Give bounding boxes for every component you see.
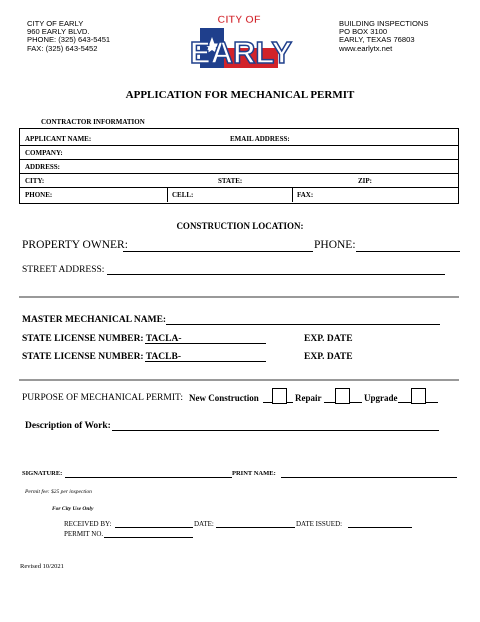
print-name-label: PRINT NAME: [232,470,276,477]
license-b-label: STATE LICENSE NUMBER: TACLB- [22,352,181,362]
exp-date-a-label: EXP. DATE [304,334,353,344]
city-fax: FAX: (325) 643-5452 [27,43,98,53]
permit-no-label: PERMIT NO. [64,530,104,538]
dept-website: www.earlytx.net [339,43,393,53]
phone-label: PHONE: [25,191,53,199]
date-label: DATE: [194,520,214,528]
city-address: 960 EARLY BLVD. [27,27,90,37]
signature-field[interactable] [65,477,232,478]
zip-label: ZIP: [358,177,372,185]
city-info [27,20,110,53]
owner-phone-field[interactable] [356,251,460,252]
description-label: Description of Work: [25,421,111,431]
received-by-field[interactable] [115,527,193,528]
section-divider [19,379,459,381]
license-b-field[interactable] [145,361,266,362]
logo-main-text: EARLY [189,35,293,70]
master-mechanical-label: MASTER MECHANICAL NAME: [22,315,167,325]
dept-name: BUILDING INSPECTIONS [339,19,429,28]
cell-label: CELL: [172,191,194,199]
state-label: STATE: [218,177,243,185]
property-owner-label: PROPERTY OWNER: [22,239,128,251]
city-logo [189,12,293,74]
master-mechanical-field[interactable] [166,324,440,325]
address-label: ADDRESS: [25,163,61,171]
logo-top-text: CITY OF [217,14,261,26]
street-address-label: STREET ADDRESS: [22,265,105,275]
exp-date-b-label: EXP. DATE [304,352,353,362]
new-construction-checkbox[interactable] [272,388,287,404]
option-repair-label: Repair [295,393,322,403]
dept-info [339,20,428,53]
revised-date: Revised 10/2021 [20,563,64,570]
city-use-heading: For City Use Only [52,506,94,512]
date-field[interactable] [216,527,295,528]
city-phone: PHONE: (325) 643-5451 [27,35,111,45]
repair-checkbox[interactable] [335,388,350,404]
signature-label: SIGNATURE: [22,470,63,477]
company-label: COMPANY: [25,149,63,157]
city-name: CITY OF EARLY [27,19,84,28]
dept-pobox: PO BOX 3100 [339,27,388,37]
print-name-field[interactable] [281,477,457,478]
dept-citystate: EARLY, TEXAS 76803 [339,35,415,45]
description-field[interactable] [112,430,439,431]
date-issued-label: DATE ISSUED: [296,520,343,528]
permit-no-field[interactable] [104,537,193,538]
option-upgrade-label: Upgrade [364,393,398,403]
permit-fee-note: Permit fee: $25 per inspection [25,489,92,495]
purpose-label: PURPOSE OF MECHANICAL PERMIT: [22,393,183,403]
email-address-label: EMAIL ADDRESS: [230,135,290,143]
applicant-name-label: APPLICANT NAME: [25,135,92,143]
form-title: APPLICATION FOR MECHANICAL PERMIT [125,89,355,101]
construction-location-heading: CONSTRUCTION LOCATION: [176,221,304,231]
upgrade-checkbox[interactable] [411,388,426,404]
city-label: CITY: [25,177,45,185]
property-owner-field[interactable] [123,251,313,252]
contractor-section-label: CONTRACTOR INFORMATION [41,118,145,126]
license-a-field[interactable] [145,343,266,344]
date-issued-field[interactable] [348,527,412,528]
option-new-construction-label: New Construction [189,393,259,403]
owner-phone-label: PHONE: [314,239,356,251]
license-a-label: STATE LICENSE NUMBER: TACLA- [22,334,182,344]
fax-label: FAX: [297,191,314,199]
section-divider [19,296,459,298]
received-by-label: RECEIVED BY: [64,520,112,528]
street-address-field[interactable] [107,274,445,275]
